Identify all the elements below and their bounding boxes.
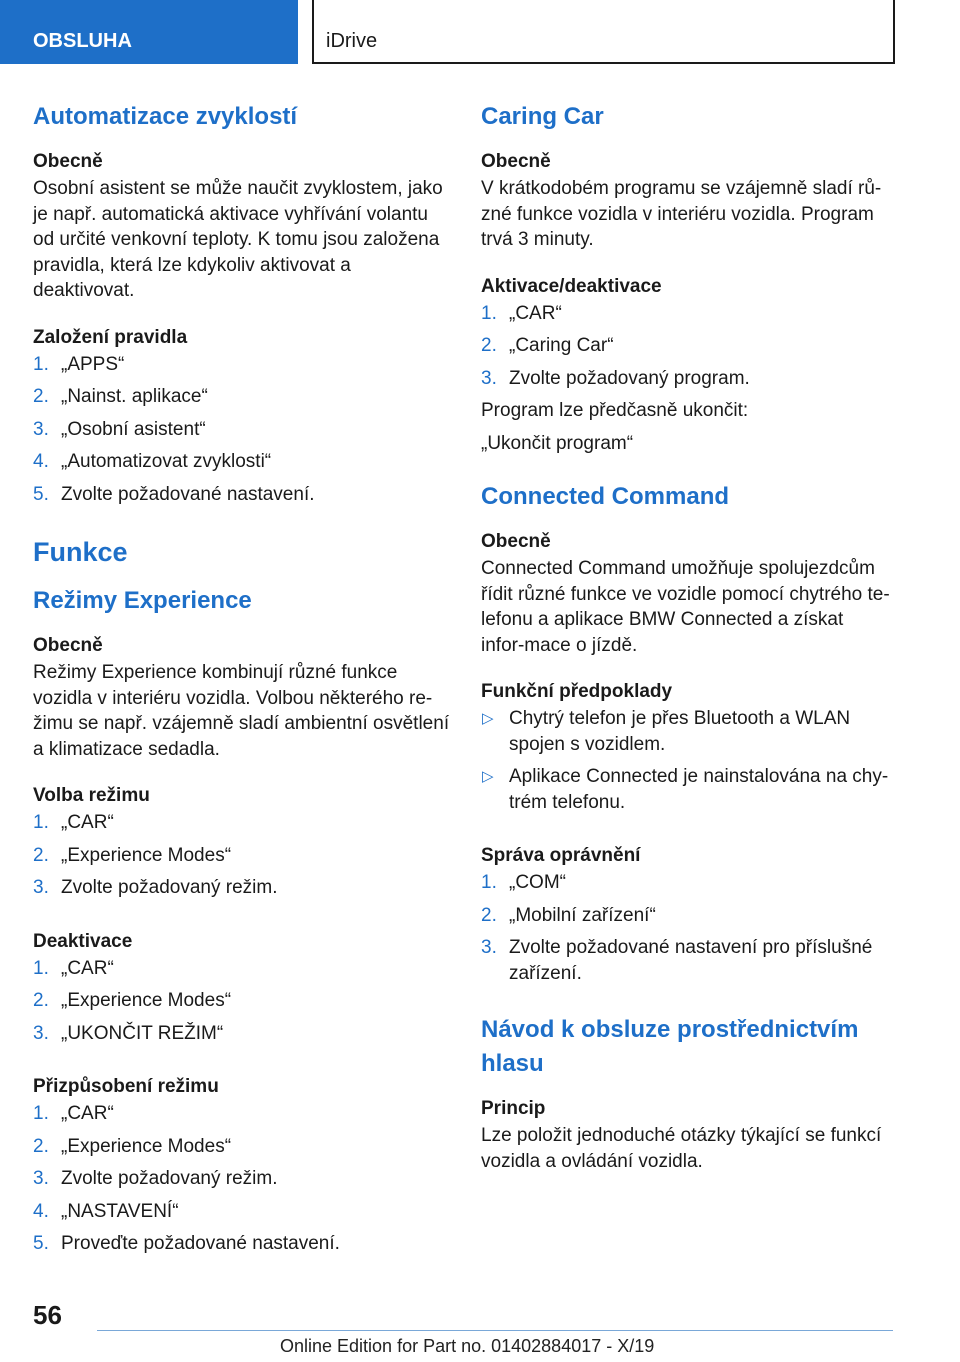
list-item: 3. Zvolte požadovaný program. bbox=[481, 367, 750, 389]
auto-general-heading: Obecně bbox=[33, 151, 103, 172]
list-item: 2. „Experience Modes“ bbox=[33, 1135, 232, 1157]
connected-general-heading: Obecně bbox=[481, 531, 551, 552]
connected-title: Connected Command bbox=[481, 483, 730, 510]
caring-title: Caring Car bbox=[481, 103, 604, 130]
adapt-steps bbox=[33, 1101, 451, 1257]
list-item: 2. „Caring Car“ bbox=[481, 335, 614, 356]
section-tab bbox=[0, 0, 298, 64]
list-item: 1. „CAR“ bbox=[33, 1103, 114, 1124]
deact-steps bbox=[33, 956, 451, 1047]
list-item: 1. „CAR“ bbox=[481, 302, 562, 324]
list-item: 3. „Osobní asistent“ bbox=[33, 418, 206, 440]
section-label: OBSLUHA bbox=[33, 30, 132, 52]
req-heading: Funkční předpoklady bbox=[481, 681, 673, 702]
deact-heading: Deaktivace bbox=[33, 930, 133, 952]
rights-steps bbox=[481, 870, 891, 986]
rules-steps bbox=[33, 352, 451, 508]
list-item: 3. „UKONČIT REŽIM“ bbox=[33, 1022, 224, 1044]
triangle-bullet-icon: ▷ bbox=[482, 768, 494, 785]
list-item: 2. „Experience Modes“ bbox=[33, 990, 232, 1011]
list-item: 3. Zvolte požadované nastavení pro příslušné zařízení. bbox=[481, 937, 873, 984]
list-item: 2. „Mobilní zařízení“ bbox=[481, 904, 656, 926]
list-item: 2. „Nainst. aplikace“ bbox=[33, 386, 208, 407]
select-heading: Volba režimu bbox=[33, 785, 150, 806]
experience-title: Režimy Experience bbox=[33, 587, 252, 614]
page-number: 56 bbox=[33, 1300, 62, 1330]
footer-edition: Online Edition for Part no. 01402884017 - X/19 bbox=[280, 1336, 655, 1356]
auto-title: Automatizace zvyklostí bbox=[33, 103, 298, 130]
list-item: ▷ Chytrý telefon je přes Bluetooth a WLAN spojen s vozidlem. bbox=[482, 708, 851, 755]
list-item: 5. Zvolte požadované nastavení. bbox=[33, 483, 315, 505]
experience-general-text: Režimy Experience kombinují různé funkce vozidla v interiéru vozidla. Volbou některého re-žimu se např. vzájemně sladí ambientní osvětlení a klimatizace sedadla. bbox=[33, 662, 450, 760]
connected-general-text: Connected Command umožňuje spolujezdcům řídit různé funkce ve vozidle pomocí chytrého te-lefonu a aplikace BMW Connected a získat infor-mace o jízdě. bbox=[481, 558, 890, 656]
footer-divider bbox=[97, 1330, 893, 1331]
adapt-heading: Přizpůsobení režimu bbox=[33, 1076, 219, 1097]
caring-general-heading: Obecně bbox=[481, 151, 551, 172]
list-item: 1. „CAR“ bbox=[33, 812, 114, 833]
left-column bbox=[33, 100, 451, 1264]
list-item: 5. Proveďte požadované nastavení. bbox=[33, 1233, 340, 1254]
rights-heading: Správa oprávnění bbox=[481, 845, 641, 866]
end-option: „Ukončit program“ bbox=[481, 432, 634, 454]
act-heading: Aktivace/deaktivace bbox=[481, 275, 662, 297]
list-item: 4. „Automatizovat zvyklosti“ bbox=[33, 451, 272, 472]
list-item: 3. Zvolte požadovaný režim. bbox=[33, 877, 278, 898]
end-text: Program lze předčasně ukončit: bbox=[481, 400, 749, 421]
right-column bbox=[481, 100, 891, 1174]
experience-general-heading: Obecně bbox=[33, 635, 103, 656]
list-item: 4. „NASTAVENÍ“ bbox=[33, 1200, 179, 1222]
chapter-label: iDrive bbox=[326, 30, 378, 52]
list-item: ▷ Aplikace Connected je nainstalována na chy-trém telefonu. bbox=[482, 766, 889, 813]
funkce-title: Funkce bbox=[33, 537, 128, 567]
list-item: 1. „COM“ bbox=[481, 872, 566, 893]
triangle-bullet-icon: ▷ bbox=[482, 710, 494, 727]
select-steps bbox=[33, 810, 451, 901]
auto-general-text: Osobní asistent se může naučit zvyklostem, jako je např. automatická aktivace vyhřívání volantu od určité venkovní teploty. K tomu jsou založena pravidla, která lze kdykoliv aktivovat a deaktivovat. bbox=[33, 178, 443, 301]
rules-heading: Založení pravidla bbox=[33, 326, 188, 348]
principle-text: Lze položit jednoduché otázky týkající se funkcí vozidla a ovládání vozidla. bbox=[481, 1125, 882, 1172]
chapter-tab bbox=[312, 0, 895, 64]
act-steps bbox=[481, 301, 891, 392]
req-items bbox=[481, 706, 891, 815]
principle-heading: Princip bbox=[481, 1098, 546, 1119]
voice-title: Návod k obsluze prostřednictvím hlasu bbox=[481, 1016, 859, 1077]
list-item: 1. „CAR“ bbox=[33, 957, 114, 979]
caring-general-text: V krátkodobém programu se vzájemně sladí rů-zné funkce vozidla v interiéru vozidla. Program trvá 3 minuty. bbox=[481, 178, 882, 250]
list-item: 3. Zvolte požadovaný režim. bbox=[33, 1168, 278, 1189]
list-item: 1. „APPS“ bbox=[33, 353, 125, 375]
list-item: 2. „Experience Modes“ bbox=[33, 844, 232, 866]
